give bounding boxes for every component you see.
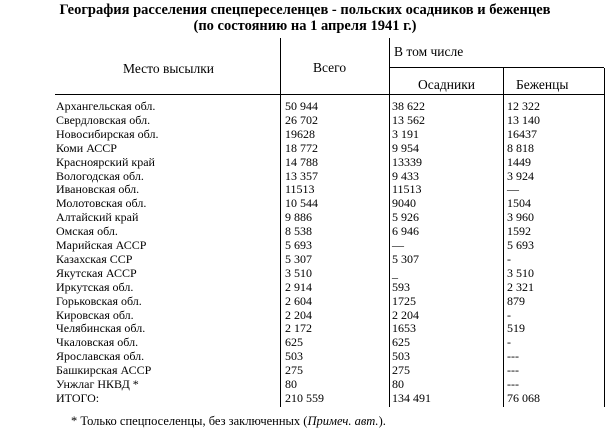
- refugees-cell: 76 068: [507, 390, 540, 405]
- place-cell: Молотовская обл.: [56, 196, 147, 211]
- settlers-cell: 9040: [392, 196, 416, 211]
- table-row: [0, 141, 610, 155]
- settlers-cell: —: [392, 238, 404, 252]
- table-row: [0, 391, 610, 405]
- settlers-cell: 13 562: [392, 112, 425, 127]
- place-cell: Казахская ССР: [56, 251, 133, 266]
- table-row: [0, 363, 610, 377]
- place-cell: Красноярский край: [56, 154, 155, 169]
- table-title-line-2: (по состоянию на 1 апреля 1941 г.): [193, 18, 417, 34]
- footnote-text: * Только спецпоселенцы, без заключенных (: [71, 414, 308, 428]
- table-row: [0, 196, 610, 210]
- place-cell: Ярославская обл.: [56, 349, 145, 364]
- refugees-cell: 519: [507, 321, 525, 336]
- total-cell: 625: [285, 335, 303, 350]
- total-cell: 5 307: [285, 251, 312, 266]
- settlers-cell: 275: [392, 363, 410, 378]
- place-cell: Башкирская АССР: [56, 363, 152, 378]
- refugees-cell: 1504: [507, 196, 531, 211]
- place-cell: Чкаловская обл.: [56, 335, 139, 350]
- total-cell: 80: [285, 377, 297, 391]
- settlers-cell: 11513: [392, 182, 422, 197]
- header-including: В том числе: [394, 44, 464, 59]
- refugees-cell: ---: [507, 377, 519, 391]
- settlers-cell: 9 954: [392, 140, 419, 155]
- refugees-cell: ---: [507, 349, 519, 364]
- refugees-cell: -: [507, 251, 511, 266]
- footnote-italic: Примеч. авт.: [307, 414, 379, 428]
- refugees-cell: -: [507, 335, 511, 350]
- table-row: [0, 349, 610, 363]
- refugees-cell: 16437: [507, 126, 537, 141]
- total-cell: 2 172: [285, 321, 312, 336]
- refugees-cell: 2 321: [507, 279, 534, 294]
- table-title-line-1: География расселения спецпереселенцев - польских осадников и беженцев: [59, 2, 551, 18]
- footnote: [71, 414, 386, 429]
- place-cell: ИТОГО:: [56, 390, 100, 405]
- table-row: [0, 266, 610, 280]
- settlers-cell: 593: [392, 279, 410, 294]
- total-cell: 5 693: [285, 238, 312, 252]
- table-row: [0, 294, 610, 308]
- place-cell: Челябинская обл.: [56, 321, 146, 336]
- place-cell: Коми АССР: [56, 140, 117, 155]
- footnote-end: ).: [378, 414, 386, 428]
- refugees-cell: 1449: [507, 154, 531, 169]
- total-cell: 50 944: [285, 99, 318, 113]
- settlers-cell: 80: [392, 377, 404, 391]
- table-row: [0, 155, 610, 169]
- refugees-cell: 13 140: [507, 112, 540, 127]
- refugees-cell: -: [507, 307, 511, 322]
- table-row: [0, 113, 610, 127]
- table-row: [0, 210, 610, 224]
- place-cell: Марийская АССР: [56, 238, 147, 252]
- table-row: [0, 280, 610, 294]
- total-cell: 2 204: [285, 307, 312, 322]
- place-cell: Алтайский край: [56, 210, 139, 225]
- refugees-cell: 5 693: [507, 238, 534, 252]
- header-settlers: Осадники: [418, 77, 475, 92]
- settlers-cell: 625: [392, 335, 410, 350]
- header-total: Всего: [313, 60, 347, 75]
- refugees-cell: 12 322: [507, 99, 540, 113]
- place-cell: Вологодская обл.: [56, 168, 144, 183]
- total-cell: 14 788: [285, 154, 318, 169]
- settlers-cell: 5 307: [392, 251, 419, 266]
- place-cell: Омская обл.: [56, 224, 118, 239]
- settlers-cell: 5 926: [392, 210, 419, 225]
- refugees-cell: 3 510: [507, 265, 534, 280]
- total-cell: 19628: [285, 126, 315, 141]
- total-cell: 10 544: [285, 196, 318, 211]
- place-cell: Унжлаг НКВД *: [56, 377, 139, 391]
- table-row: [0, 321, 610, 335]
- place-cell: Иркутская обл.: [56, 279, 134, 294]
- subheader-divider: [389, 67, 604, 68]
- place-cell: Архангельская обл.: [56, 99, 156, 113]
- total-cell: 2 604: [285, 293, 312, 308]
- header-place: Место высылки: [123, 61, 215, 76]
- total-cell: 9 886: [285, 210, 312, 225]
- refugees-cell: 1592: [507, 224, 531, 239]
- header-bottom-rule: [55, 94, 604, 95]
- table-row: [0, 182, 610, 196]
- refugees-cell: ---: [507, 363, 519, 378]
- settlers-cell: 134 491: [392, 390, 431, 405]
- table-row: [0, 308, 610, 322]
- settlers-cell: 503: [392, 349, 410, 364]
- table-row: [0, 127, 610, 141]
- total-cell: 8 538: [285, 224, 312, 239]
- place-cell: Ивановская обл.: [56, 182, 140, 197]
- refugees-cell: —: [507, 182, 519, 197]
- settlers-cell: _: [392, 265, 398, 280]
- total-cell: 3 510: [285, 265, 312, 280]
- total-cell: 275: [285, 363, 303, 378]
- refugees-cell: 8 818: [507, 140, 534, 155]
- total-cell: 11513: [285, 182, 315, 197]
- total-cell: 210 559: [285, 390, 324, 405]
- total-cell: 18 772: [285, 140, 318, 155]
- table-row: [0, 224, 610, 238]
- place-cell: Свердловская обл.: [56, 112, 151, 127]
- total-cell: 13 357: [285, 168, 318, 183]
- place-cell: Кировская обл.: [56, 307, 134, 322]
- settlers-cell: 6 946: [392, 224, 419, 239]
- total-cell: 2 914: [285, 279, 312, 294]
- place-cell: Горьковская обл.: [56, 293, 142, 308]
- refugees-cell: 3 924: [507, 168, 534, 183]
- place-cell: Якутская АССР: [56, 265, 137, 280]
- settlers-cell: 1725: [392, 293, 416, 308]
- header-refugees: Беженцы: [516, 77, 569, 92]
- settlers-cell: 13339: [392, 154, 422, 169]
- settlers-cell: 3 191: [392, 126, 419, 141]
- settlers-cell: 38 622: [392, 99, 425, 113]
- settlers-cell: 1653: [392, 321, 416, 336]
- table-row: [0, 252, 610, 266]
- refugees-cell: 879: [507, 293, 525, 308]
- place-cell: Новосибирская обл.: [56, 126, 159, 141]
- total-cell: 503: [285, 349, 303, 364]
- settlers-cell: 2 204: [392, 307, 419, 322]
- settlers-cell: 9 433: [392, 168, 419, 183]
- table-row: [0, 335, 610, 349]
- refugees-cell: 3 960: [507, 210, 534, 225]
- table-row: [0, 169, 610, 183]
- table-row: [0, 238, 610, 252]
- total-cell: 26 702: [285, 112, 318, 127]
- table-row: [0, 377, 610, 391]
- table-row: [0, 99, 610, 113]
